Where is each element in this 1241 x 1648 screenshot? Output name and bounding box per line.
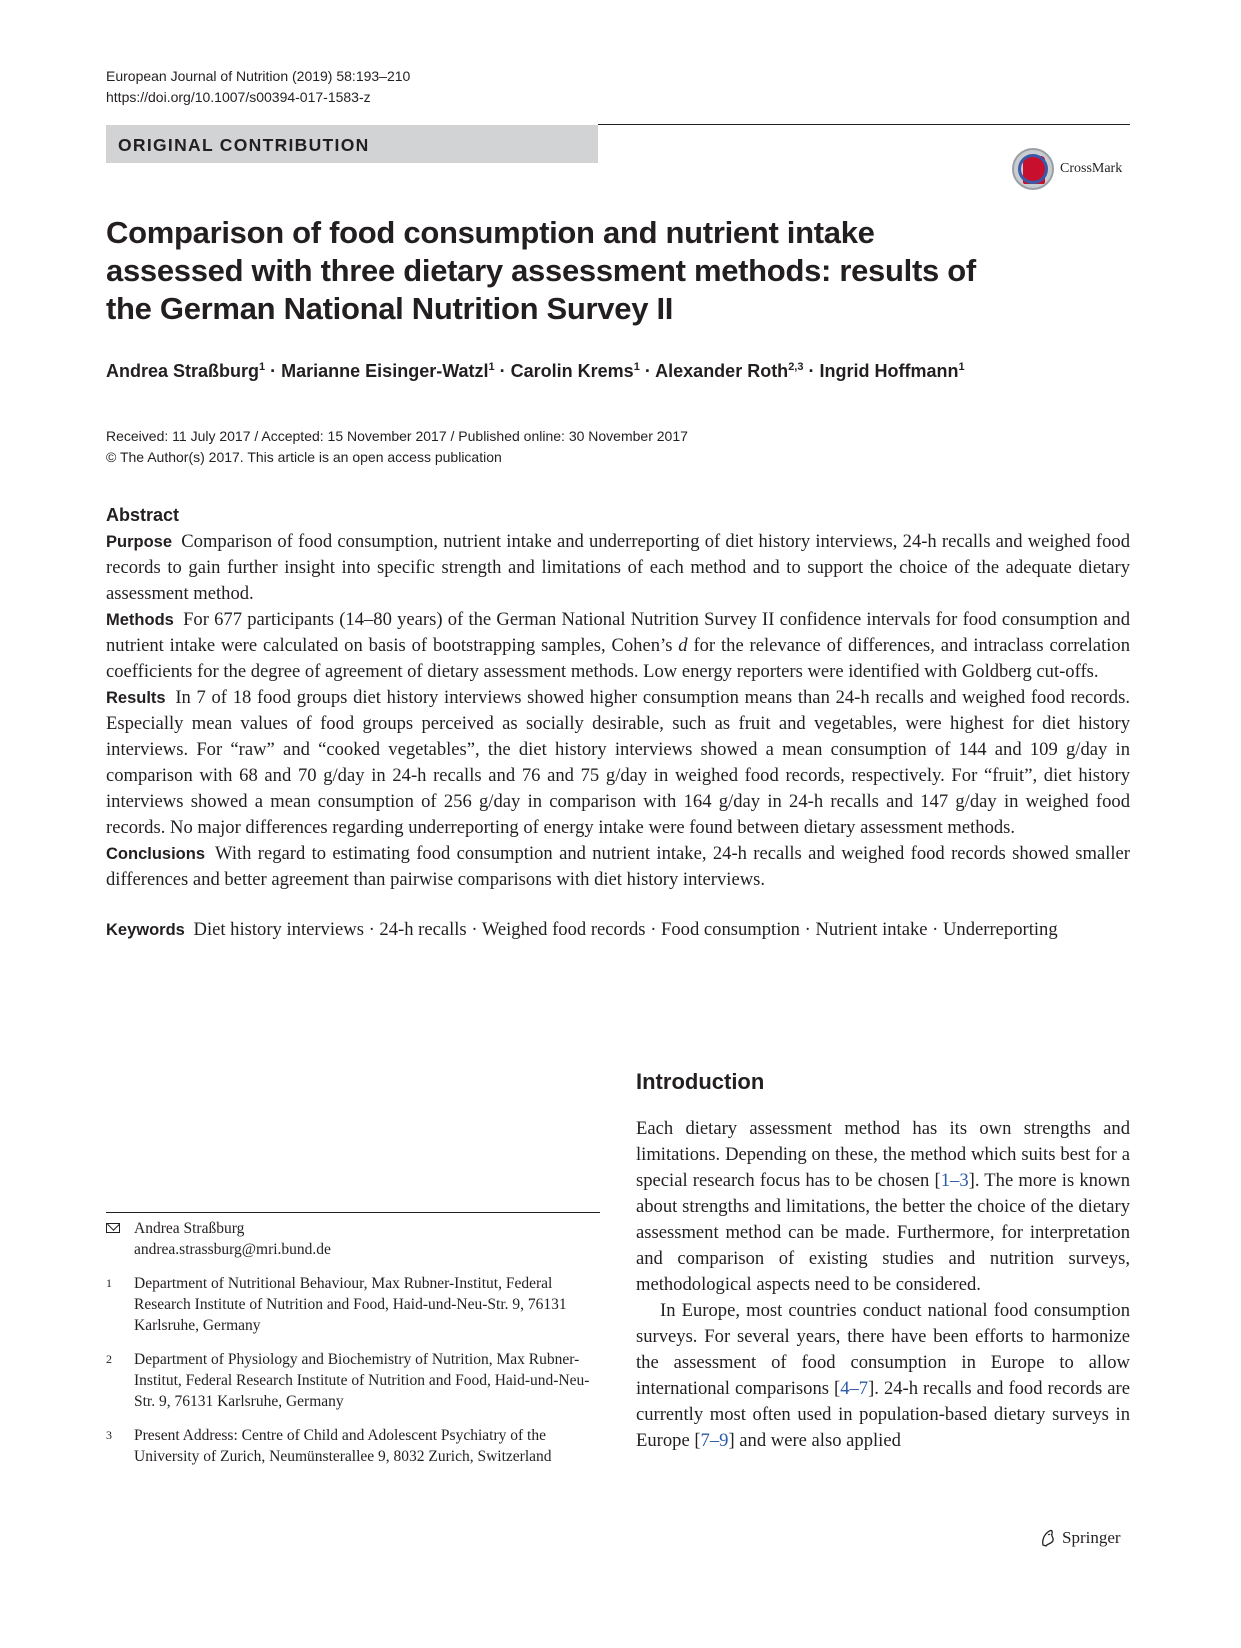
conclusions-label: Conclusions — [106, 845, 206, 863]
affiliation-text: Department of Nutritional Behaviour, Max Rubner-Institut, Federal Research Institute of Nutrition and Food, Haid-und-Neu-Str. 9, 76131 Karlsruhe, Germany — [134, 1275, 567, 1334]
author-affiliation: 2,3 — [788, 361, 804, 373]
dates-line: Received: 11 July 2017 / Accepted: 15 November 2017 / Published online: 30 November 2017 — [106, 428, 688, 444]
affiliation-number: 3 — [106, 1428, 112, 1442]
author-name[interactable]: Andrea Straßburg — [106, 361, 260, 381]
results-text: In 7 of 18 food groups diet history interviews showed higher consumption means than 24-h recalls and weighed food records. Especially mean values of food groups perceived as socially desirable, such as fruit and vegetables, were highest for diet history interviews. For “raw” and “cooked vegetables”, the diet history interviews showed a mean consumption of 144 and 109 g/day in comparison with 68 and 70 g/day in 24-h recalls and 76 and 75 g/day in weighed food records, respectively. For “fruit”, diet history interviews showed a mean consumption of 256 g/day in comparison with 164 g/day in 24-h recalls and 147 g/day in weighed food records. No major differences regarding underreporting of energy intake were found between dietary assessment methods. — [106, 687, 1130, 838]
affiliation-text: Department of Physiology and Biochemistry of Nutrition, Max Rubner-Institut, Federal Research Institute of Nutrition and Food, Haid-und-Neu-Str. 9, 76131 Karlsruhe, Germany — [134, 1351, 590, 1410]
author-name[interactable]: Ingrid Hoffmann — [819, 361, 959, 381]
author-separator: · — [639, 361, 656, 381]
affiliation-text: Present Address: Centre of Child and Adolescent Psychiatry of the University of Zurich, Neumünsterallee 9, 8032 Zurich, Switzerland — [134, 1427, 552, 1465]
paper-title: Comparison of food consumption and nutrient intake assessed with three dietary assessment methods: results of the German National Nutrition Survey II — [106, 215, 976, 326]
header-rule — [598, 124, 1130, 125]
methods-label: Methods — [106, 611, 174, 629]
abstract-purpose — [106, 529, 1130, 607]
methods-italic: d — [678, 635, 688, 656]
intro-paragraph — [636, 1298, 1130, 1454]
affiliation-note — [106, 1273, 600, 1336]
copyright-line: © The Author(s) 2017. This article is an open access publication — [106, 449, 502, 465]
citation-link[interactable]: 7–9 — [700, 1430, 729, 1451]
affiliation-number: 1 — [106, 1276, 112, 1290]
author-name[interactable]: Marianne Eisinger-Watzl — [281, 361, 489, 381]
doi-link[interactable]: https://doi.org/10.1007/s00394-017-1583-z — [106, 89, 371, 105]
journal-header — [106, 66, 410, 108]
author-name[interactable]: Carolin Krems — [510, 361, 634, 381]
author-affiliation: 1 — [633, 361, 640, 373]
publisher-logo — [1040, 1528, 1121, 1548]
publisher-name: Springer — [1062, 1528, 1121, 1547]
intro-text: In Europe, most countries conduct national food consumption surveys. For several years, there have been efforts to harmonize the assessment of food consumption in Europe to allow international comparisons [ — [636, 1300, 1130, 1399]
author-separator: · — [803, 361, 820, 381]
author-affiliation: 1 — [958, 361, 965, 373]
springer-horse-icon — [1040, 1529, 1056, 1547]
abstract — [106, 505, 1130, 943]
intro-text: ]. 24-h recalls and food records are currently most often used in population-based dietary surveys in Europe [ — [636, 1378, 1130, 1451]
intro-paragraph — [636, 1116, 1130, 1298]
keywords — [106, 917, 1130, 943]
journal-citation: European Journal of Nutrition (2019) 58:193–210 — [106, 68, 411, 84]
intro-text: ] and were also applied — [728, 1430, 901, 1451]
purpose-text: Comparison of food consumption, nutrient intake and underreporting of diet history interviews, 24-h recalls and weighed food records to gain further insight into specific strength and limitations of each method and to support the choice of the adequate dietary assessment method. — [106, 531, 1130, 604]
affiliation-note — [106, 1425, 600, 1467]
introduction-heading: Introduction — [636, 1069, 765, 1094]
keywords-text: Diet history interviews · 24-h recalls · Weighed food records · Food consumption · Nutrient intake · Underreporting — [193, 919, 1058, 940]
affiliation-note — [106, 1349, 600, 1412]
author-affiliation: 1 — [488, 361, 495, 373]
corresponding-name: Andrea Straßburg — [134, 1220, 245, 1237]
citation-link[interactable]: 4–7 — [840, 1378, 869, 1399]
purpose-label: Purpose — [106, 533, 173, 551]
abstract-results — [106, 685, 1130, 841]
introduction-section — [636, 1069, 1130, 1454]
author-list — [106, 361, 965, 382]
crossmark-icon — [1012, 148, 1054, 190]
abstract-heading: Abstract — [106, 505, 180, 525]
crossmark-label: CrossMark — [1060, 161, 1123, 176]
keywords-label: Keywords — [106, 921, 185, 939]
intro-text: Each dietary assessment method has its own strengths and limitations. Depending on these, the method which suits best for a special research focus has to be chosen [ — [636, 1118, 1130, 1191]
abstract-conclusions — [106, 841, 1130, 893]
conclusions-text: With regard to estimating food consumption and nutrient intake, 24-h recalls and weighed food records showed smaller differences and better agreement than pairwise comparisons with diet history interviews. — [106, 843, 1131, 890]
mail-icon — [106, 1223, 120, 1233]
citation-link[interactable]: 1–3 — [940, 1170, 969, 1191]
author-name[interactable]: Alexander Roth — [655, 361, 789, 381]
publication-dates — [106, 426, 688, 468]
corresponding-email[interactable]: andrea.strassburg@mri.bund.de — [134, 1241, 331, 1258]
affiliation-number: 2 — [106, 1352, 112, 1366]
methods-text-pre: For 677 participants (14–80 years) of the German National Nutrition Survey II confidence intervals for food consumption and nutrient intake were calculated on basis of bootstrapping samples, Cohen’s — [106, 609, 1131, 656]
author-separator: · — [494, 361, 511, 381]
footnote-rule — [106, 1212, 600, 1213]
author-separator: · — [265, 361, 282, 381]
corresponding-author — [106, 1218, 600, 1260]
methods-text-post: for the relevance of differences, and intraclass correlation coefficients for the degree of agreement of dietary assessment methods. Low energy reporters were identified with Goldberg cut-offs. — [106, 635, 1130, 682]
author-affiliation: 1 — [259, 361, 266, 373]
footnotes — [106, 1218, 600, 1480]
results-label: Results — [106, 689, 166, 707]
abstract-methods — [106, 607, 1130, 685]
intro-text: ]. The more is known about strengths and limitations, the better the choice of the dietary assessment method can be made. Furthermore, for interpretation and comparison of existing studies and nutrition surveys, methodological aspects need to be considered. — [636, 1170, 1130, 1295]
section-label: ORIGINAL CONTRIBUTION — [118, 135, 370, 155]
crossmark-badge[interactable] — [1012, 148, 1122, 190]
